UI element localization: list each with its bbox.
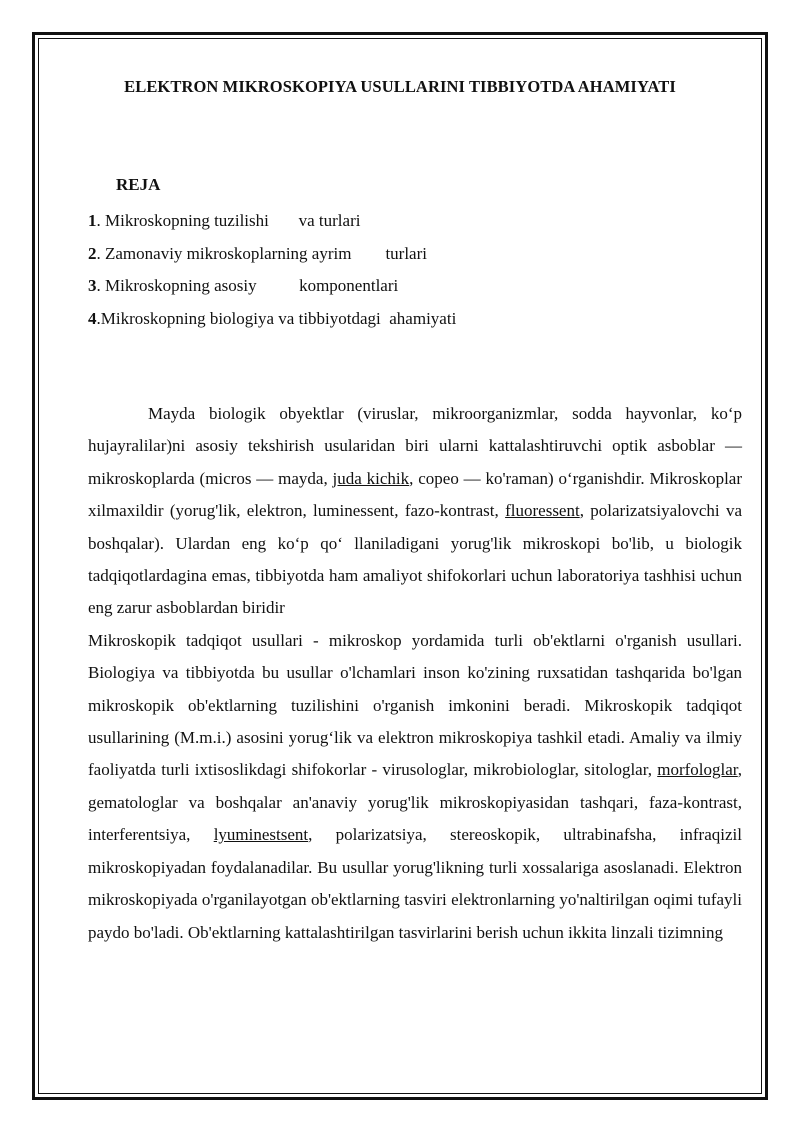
paragraph-text: , polarizatsiyalovchi va boshqalar). Ulardan eng ko‘p qo‘ llaniladigani yorug'lik mikroskopi bo'lib, u biologik tadqiqotlardagina emas, tibbiyotda ham amaliyot shifokorlari uchun laboratoriya tashhisi uchun eng zarur asboblardan biridir xyxy=(88,501,742,618)
paragraph-text: , gematologlar va boshqalar an'anaviy yorug'lik mikroskopiyasidan tashqari, faza-kontrast, interferentsiya, xyxy=(88,760,742,845)
plan-item-number: 2 xyxy=(88,243,97,263)
plan-item-number: 1 xyxy=(88,211,97,230)
paragraph-text: Mikroskopik tadqiqot usullari - mikroskop yordamida turli ob'ektlarni o'rganish usullari. Biologiya va tibbiyotda bu usullar o'lchamlari inson ko'zining ruxsatidan tashqarida bo'lgan mikroskopik ob'ektlarning tuzilishini o'rganish imkonini beradi. Mikroskopik tadqiqot usullarining (M.m.i.) asosini yorug‘lik va elektron mikroskopiya tashkil etadi. Amaliy va ilmiy faoliyatda turli ixtisoslikdagi shifokorlar - virusologlar, mikrobiologlar, sitologlar, xyxy=(88,630,742,780)
plan-item-3 xyxy=(88,270,456,303)
paragraph-text: Mayda biologik obyektlar (viruslar, mikroorganizmlar, sodda hayvonlar, ko‘p hujayralilar)ni asosiy tekshirish usularidan biri ularni kattalashtiruvchi optik asboblar — mikroskoplarda (micros — mayda, xyxy=(88,404,742,488)
plan-list xyxy=(88,205,456,335)
plan-item-4 xyxy=(88,303,456,336)
link-fluoressent[interactable]: fluoressent xyxy=(505,501,580,521)
plan-item-text: . Mikroskopning asosiy komponentlari xyxy=(96,276,399,295)
paragraph-1 xyxy=(88,398,742,625)
paragraph-text: , polarizatsiya, stereoskopik, ultrabinafsha, infraqizil mikroskopiyadan foydalanadilar. Bu usullar yorug'likning turli xossalariga asoslanadi. Elektron mikroskopiyada o'rganilayotgan ob'ektlarning tasviri elektronlarning yo'naltirilgan oqimi tufayli paydo bo'ladi. Ob'ektlarning kattalashtirilgan tasvirlarini berish uchun ikkita linzali tizimning xyxy=(88,825,742,942)
plan-item-1 xyxy=(88,205,456,238)
link-juda-kichik[interactable]: juda kichik xyxy=(332,468,410,488)
document-title: ELEKTRON MIKROSKOPIYA USULLARINI TIBBIYOTDA AHAMIYATI xyxy=(124,77,676,96)
link-morfologlar[interactable]: morfologlar xyxy=(657,760,738,780)
paragraph-2 xyxy=(88,625,742,949)
link-lyuminestsent[interactable]: lyuminestsent xyxy=(213,825,309,845)
plan-item-text: . Zamonaviy mikroskoplarning ayrim turlari xyxy=(96,243,427,263)
plan-item-2 xyxy=(88,238,456,271)
plan-item-number: 3 xyxy=(88,276,97,295)
paragraph-text: , copeo — ko'raman) o‘rganishdir. Mikroskoplar xilmaxildir (yorug'lik, elektron, luminessent, fazo-kontrast, xyxy=(88,468,742,521)
plan-item-text: .Mikroskopning biologiya va tibbiyotdagi ahamiyati xyxy=(96,308,457,328)
plan-item-number: 4 xyxy=(88,308,97,328)
plan-item-text: . Mikroskopning tuzilishi va turlari xyxy=(96,211,361,230)
plan-heading: REJA xyxy=(116,175,161,194)
document-body xyxy=(88,398,742,949)
